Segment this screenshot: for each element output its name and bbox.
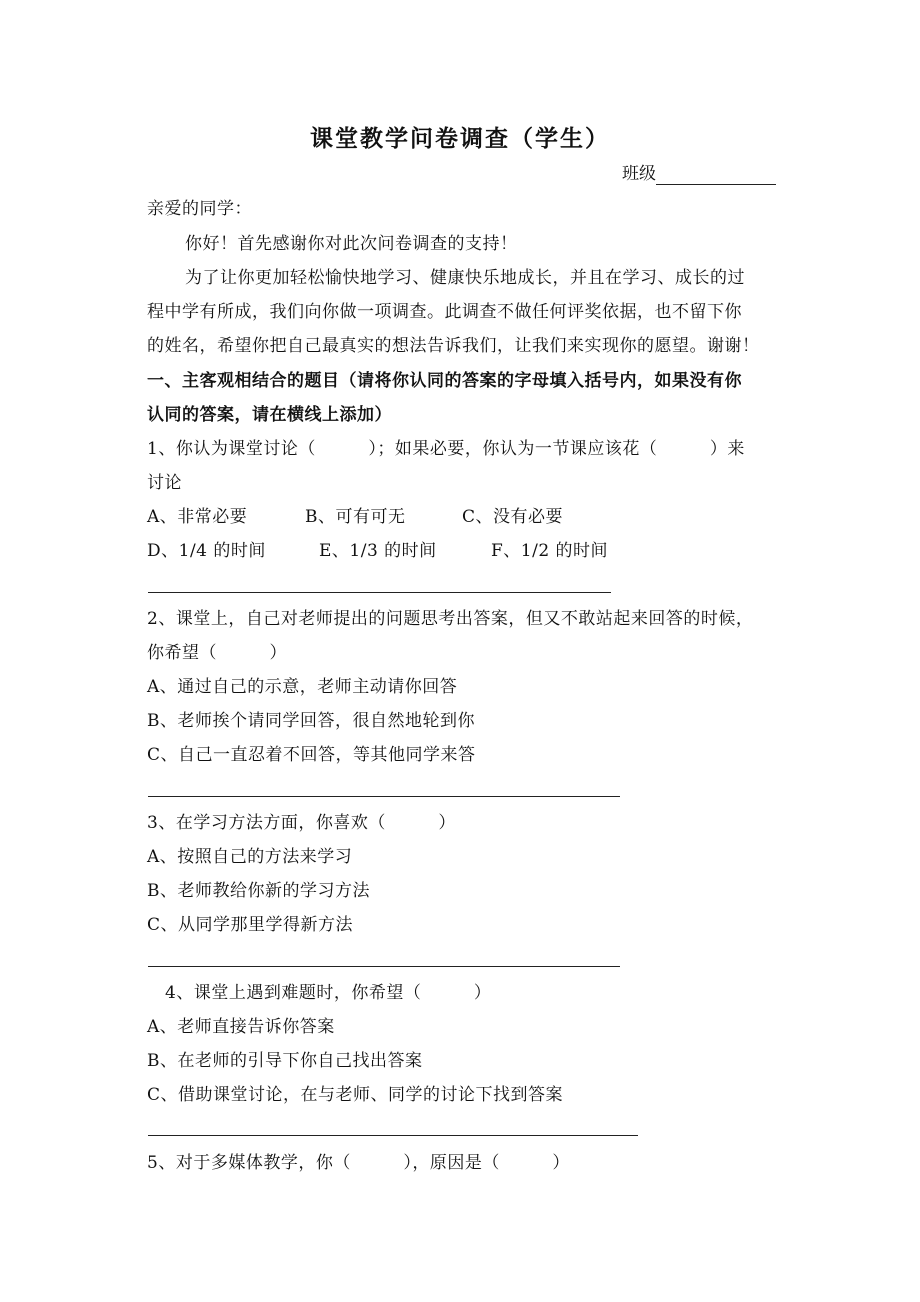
q2-option-a[interactable]: A、通过自己的示意，老师主动请你回答 xyxy=(147,677,458,697)
q3-line-1: 3、在学习方法方面，你喜欢（ ） xyxy=(147,813,456,833)
q2-option-c[interactable]: C、自己一直忍着不回答，等其他同学来答 xyxy=(147,745,476,765)
section-heading-line-2: 认同的答案，请在横线上添加） xyxy=(147,405,392,425)
q1-line-1: 1、你认为课堂讨论（ ）；如果必要，你认为一节课应该花（ ）来 xyxy=(147,439,745,459)
q2-answer-line[interactable] xyxy=(148,796,620,797)
q4-option-c[interactable]: C、借助课堂讨论，在与老师、同学的讨论下找到答案 xyxy=(147,1085,564,1105)
class-field xyxy=(622,163,776,185)
q1-option-a[interactable]: A、非常必要 xyxy=(147,507,248,527)
q2-line-1: 2、课堂上，自己对老师提出的问题思考出答案，但又不敢站起来回答的时候， xyxy=(147,609,754,629)
greeting: 亲爱的同学： xyxy=(147,199,252,219)
q4-option-a[interactable]: A、老师直接告诉你答案 xyxy=(147,1017,335,1037)
q1-option-c[interactable]: C、没有必要 xyxy=(462,507,564,527)
q1-option-f[interactable]: F、1/2 的时间 xyxy=(491,541,609,561)
q3-answer-line[interactable] xyxy=(148,966,620,967)
q1-options-abc xyxy=(147,506,563,528)
intro-line-4: 的姓名，希望你把自己最真实的想法告诉我们，让我们来实现你的愿望。谢谢！ xyxy=(147,336,760,356)
q3-option-c[interactable]: C、从同学那里学得新方法 xyxy=(147,915,354,935)
q1-line-2: 讨论 xyxy=(147,473,182,493)
intro-line-1: 你好！首先感谢你对此次问卷调查的支持！ xyxy=(185,234,518,254)
class-blank[interactable] xyxy=(656,166,776,185)
q4-answer-line[interactable] xyxy=(148,1135,638,1136)
class-label: 班级 xyxy=(622,164,656,184)
q5-line-1: 5、对于多媒体教学，你（ ），原因是（ ） xyxy=(147,1153,570,1173)
q1-option-e[interactable]: E、1/3 的时间 xyxy=(319,541,437,561)
q1-option-d[interactable]: D、1/4 的时间 xyxy=(147,541,266,561)
q4-line-1: 4、课堂上遇到难题时，你希望（ ） xyxy=(165,983,492,1003)
page-title: 课堂教学问卷调查（学生） xyxy=(310,125,610,152)
intro-line-2: 为了让你更加轻松愉快地学习、健康快乐地成长，并且在学习、成长的过 xyxy=(185,268,745,288)
q1-options-def xyxy=(147,540,608,562)
q1-answer-line[interactable] xyxy=(148,592,611,593)
q2-line-2: 你希望（ ） xyxy=(147,643,287,663)
q3-option-b[interactable]: B、老师教给你新的学习方法 xyxy=(147,881,370,901)
q4-option-b[interactable]: B、在老师的引导下你自己找出答案 xyxy=(147,1051,423,1071)
intro-line-3: 程中学有所成，我们向你做一项调查。此调查不做任何评奖依据，也不留下你 xyxy=(147,302,742,322)
q2-option-b[interactable]: B、老师挨个请同学回答，很自然地轮到你 xyxy=(147,711,475,731)
q3-option-a[interactable]: A、按照自己的方法来学习 xyxy=(147,847,353,867)
section-heading-line-1: 一、主客观相结合的题目（请将你认同的答案的字母填入括号内，如果没有你 xyxy=(147,371,742,391)
q1-option-b[interactable]: B、可有可无 xyxy=(305,507,406,527)
